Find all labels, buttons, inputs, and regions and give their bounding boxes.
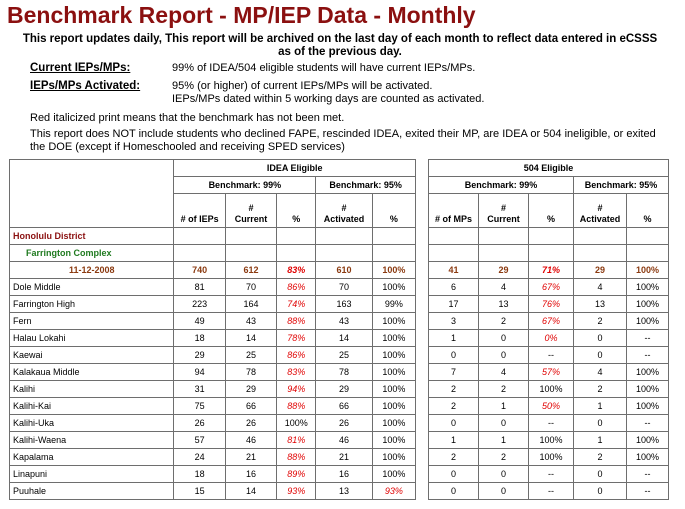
s504-row bbox=[429, 415, 669, 432]
s504-pct2-cell: 100% bbox=[627, 279, 669, 296]
s504-pct2-cell: -- bbox=[627, 483, 669, 500]
s504-row bbox=[429, 449, 669, 466]
s504-activated-cell: 1 bbox=[574, 432, 627, 449]
idea-pct-cell: 88% bbox=[277, 313, 316, 330]
red-note: Red italicized print means that the benchmark has not been met. bbox=[30, 112, 345, 124]
s504-pct-cell: 57% bbox=[529, 364, 574, 381]
s504-pct2-cell: 100% bbox=[627, 381, 669, 398]
s504-header-row-3 bbox=[429, 194, 669, 228]
idea-activated-cell: 78 bbox=[316, 364, 373, 381]
school-row bbox=[10, 313, 416, 330]
s504-header-row-1 bbox=[429, 160, 669, 177]
school-name: Kalihi bbox=[10, 381, 174, 398]
s504-col-activated-1: # bbox=[597, 203, 603, 213]
s504-row bbox=[429, 432, 669, 449]
s504-pct-cell: 100% bbox=[529, 449, 574, 466]
report-intro: This report updates daily, This report will be archived on the last day of each month to reflect data entered in eCSSS as of the previous day. bbox=[22, 33, 658, 58]
s504-pct-cell: 50% bbox=[529, 398, 574, 415]
s504-pct2-cell: 100% bbox=[627, 313, 669, 330]
s504-col-current-2: Current bbox=[487, 214, 520, 224]
school-row bbox=[10, 466, 416, 483]
s504-col-current-1: # bbox=[500, 203, 506, 213]
s504-row bbox=[429, 398, 669, 415]
school-name: Kaewai bbox=[10, 347, 174, 364]
idea-pct2-cell: 100% bbox=[372, 415, 415, 432]
school-row bbox=[10, 364, 416, 381]
s504-activated-cell: 0 bbox=[574, 466, 627, 483]
current-text: 99% of IDEA/504 eligible students will have current IEPs/MPs. bbox=[172, 62, 476, 74]
s504-row bbox=[429, 330, 669, 347]
s504-pct2-cell: 100% bbox=[627, 296, 669, 313]
idea-col-current-1: # bbox=[248, 203, 254, 213]
s504-table bbox=[428, 159, 669, 500]
idea-pct-cell: 94% bbox=[277, 381, 316, 398]
summary-date: 11-12-2008 bbox=[10, 262, 174, 279]
idea-total-cell: 81 bbox=[174, 279, 225, 296]
school-row bbox=[10, 347, 416, 364]
s504-total-cell: 2 bbox=[429, 449, 479, 466]
s504-complex-row bbox=[429, 245, 669, 262]
idea-col-pct2: % bbox=[372, 194, 415, 228]
idea-total-cell: 31 bbox=[174, 381, 225, 398]
idea-activated-cell: 16 bbox=[316, 466, 373, 483]
idea-pct2-cell: 100% bbox=[372, 398, 415, 415]
s504-col-current bbox=[479, 194, 529, 228]
summary-idea-total: 740 bbox=[174, 262, 225, 279]
s504-activated-cell: 0 bbox=[574, 347, 627, 364]
summary-504-activated: 29 bbox=[574, 262, 627, 279]
idea-current-cell: 14 bbox=[225, 330, 276, 347]
summary-idea-pct: 83% bbox=[277, 262, 316, 279]
s504-activated-cell: 2 bbox=[574, 381, 627, 398]
s504-activated-cell: 4 bbox=[574, 279, 627, 296]
s504-row bbox=[429, 296, 669, 313]
idea-activated-cell: 14 bbox=[316, 330, 373, 347]
school-name: Puuhale bbox=[10, 483, 174, 500]
school-row bbox=[10, 449, 416, 466]
idea-pct2-cell: 100% bbox=[372, 364, 415, 381]
idea-activated-cell: 21 bbox=[316, 449, 373, 466]
s504-total-cell: 3 bbox=[429, 313, 479, 330]
complex-row bbox=[10, 245, 416, 262]
idea-total-cell: 94 bbox=[174, 364, 225, 381]
s504-pct-cell: 100% bbox=[529, 432, 574, 449]
idea-col-activated bbox=[316, 194, 373, 228]
s504-pct-cell: 100% bbox=[529, 381, 574, 398]
idea-pct-cell: 100% bbox=[277, 415, 316, 432]
s504-current-cell: 4 bbox=[479, 364, 529, 381]
s504-row bbox=[429, 466, 669, 483]
summary-idea-pct2: 100% bbox=[372, 262, 415, 279]
summary-504-pct2: 100% bbox=[627, 262, 669, 279]
idea-col-pct: % bbox=[277, 194, 316, 228]
school-name: Kalakaua Middle bbox=[10, 364, 174, 381]
s504-total-cell: 0 bbox=[429, 483, 479, 500]
idea-current-cell: 14 bbox=[225, 483, 276, 500]
idea-total-cell: 49 bbox=[174, 313, 225, 330]
idea-current-cell: 21 bbox=[225, 449, 276, 466]
s504-total-cell: 2 bbox=[429, 381, 479, 398]
idea-pct2-cell: 99% bbox=[372, 296, 415, 313]
s504-current-cell: 1 bbox=[479, 398, 529, 415]
idea-activated-cell: 26 bbox=[316, 415, 373, 432]
s504-col-pct2: % bbox=[627, 194, 669, 228]
complex-name: Farrington Complex bbox=[10, 245, 174, 262]
s504-row bbox=[429, 313, 669, 330]
s504-pct-cell: -- bbox=[529, 347, 574, 364]
activated-text-1: 95% (or higher) of current IEPs/MPs will be activated. bbox=[172, 80, 433, 92]
idea-pct2-cell: 100% bbox=[372, 432, 415, 449]
idea-col-current bbox=[225, 194, 276, 228]
idea-col-activated-2: Activated bbox=[323, 214, 365, 224]
idea-pct-cell: 88% bbox=[277, 398, 316, 415]
school-row bbox=[10, 330, 416, 347]
s504-pct-cell: -- bbox=[529, 415, 574, 432]
idea-current-cell: 25 bbox=[225, 347, 276, 364]
idea-total-cell: 18 bbox=[174, 330, 225, 347]
school-name: Kalihi-Kai bbox=[10, 398, 174, 415]
s504-current-cell: 2 bbox=[479, 449, 529, 466]
idea-activated-cell: 13 bbox=[316, 483, 373, 500]
district-row bbox=[10, 228, 416, 245]
school-row bbox=[10, 381, 416, 398]
idea-current-cell: 16 bbox=[225, 466, 276, 483]
s504-current-cell: 2 bbox=[479, 381, 529, 398]
school-row bbox=[10, 415, 416, 432]
s504-total-cell: 17 bbox=[429, 296, 479, 313]
summary-row-504 bbox=[429, 262, 669, 279]
idea-pct2-cell: 100% bbox=[372, 279, 415, 296]
s504-col-total: # of MPs bbox=[429, 194, 479, 228]
s504-activated-cell: 1 bbox=[574, 398, 627, 415]
s504-current-cell: 13 bbox=[479, 296, 529, 313]
idea-pct-cell: 86% bbox=[277, 347, 316, 364]
idea-pct2-cell: 100% bbox=[372, 330, 415, 347]
s504-current-cell: 0 bbox=[479, 415, 529, 432]
school-row bbox=[10, 483, 416, 500]
idea-section-title: IDEA Eligible bbox=[174, 160, 416, 177]
idea-total-cell: 29 bbox=[174, 347, 225, 364]
s504-header-row-2 bbox=[429, 177, 669, 194]
idea-total-cell: 24 bbox=[174, 449, 225, 466]
idea-col-activated-1: # bbox=[341, 203, 347, 213]
idea-header-row-1 bbox=[10, 160, 416, 177]
s504-pct2-cell: 100% bbox=[627, 398, 669, 415]
activated-label: IEPs/MPs Activated: bbox=[30, 80, 141, 92]
summary-row-idea bbox=[10, 262, 416, 279]
idea-total-cell: 75 bbox=[174, 398, 225, 415]
s504-pct-cell: -- bbox=[529, 483, 574, 500]
s504-pct-cell: 67% bbox=[529, 279, 574, 296]
s504-pct-cell: 67% bbox=[529, 313, 574, 330]
school-name: Halau Lokahi bbox=[10, 330, 174, 347]
s504-col-activated bbox=[574, 194, 627, 228]
s504-current-cell: 0 bbox=[479, 330, 529, 347]
idea-activated-cell: 29 bbox=[316, 381, 373, 398]
s504-current-cell: 0 bbox=[479, 466, 529, 483]
idea-pct-cell: 81% bbox=[277, 432, 316, 449]
current-label: Current IEPs/MPs: bbox=[30, 62, 131, 74]
idea-total-cell: 223 bbox=[174, 296, 225, 313]
s504-pct2-cell: -- bbox=[627, 415, 669, 432]
idea-pct2-cell: 100% bbox=[372, 449, 415, 466]
summary-504-total: 41 bbox=[429, 262, 479, 279]
school-row bbox=[10, 398, 416, 415]
idea-pct-cell: 83% bbox=[277, 364, 316, 381]
summary-504-current: 29 bbox=[479, 262, 529, 279]
s504-district-row bbox=[429, 228, 669, 245]
school-name: Kapalama bbox=[10, 449, 174, 466]
idea-activated-cell: 66 bbox=[316, 398, 373, 415]
school-name: Dole Middle bbox=[10, 279, 174, 296]
s504-pct2-cell: 100% bbox=[627, 449, 669, 466]
s504-total-cell: 7 bbox=[429, 364, 479, 381]
s504-current-cell: 4 bbox=[479, 279, 529, 296]
s504-total-cell: 0 bbox=[429, 347, 479, 364]
school-row bbox=[10, 296, 416, 313]
s504-total-cell: 1 bbox=[429, 330, 479, 347]
idea-pct2-cell: 100% bbox=[372, 347, 415, 364]
idea-current-cell: 78 bbox=[225, 364, 276, 381]
s504-bench-activated: Benchmark: 95% bbox=[574, 177, 669, 194]
activated-text-2: IEPs/MPs dated within 5 working days are counted as activated. bbox=[172, 93, 485, 105]
summary-idea-activated: 610 bbox=[316, 262, 373, 279]
s504-bench-current: Benchmark: 99% bbox=[429, 177, 574, 194]
s504-pct2-cell: -- bbox=[627, 347, 669, 364]
idea-activated-cell: 46 bbox=[316, 432, 373, 449]
idea-activated-cell: 43 bbox=[316, 313, 373, 330]
idea-total-cell: 15 bbox=[174, 483, 225, 500]
idea-current-cell: 66 bbox=[225, 398, 276, 415]
idea-pct2-cell: 100% bbox=[372, 381, 415, 398]
idea-activated-cell: 70 bbox=[316, 279, 373, 296]
s504-pct-cell: 0% bbox=[529, 330, 574, 347]
school-row bbox=[10, 279, 416, 296]
idea-pct-cell: 88% bbox=[277, 449, 316, 466]
s504-row bbox=[429, 347, 669, 364]
report-title: Benchmark Report - MP/IEP Data - Monthly bbox=[7, 2, 476, 28]
s504-pct2-cell: 100% bbox=[627, 432, 669, 449]
s504-activated-cell: 2 bbox=[574, 313, 627, 330]
summary-idea-current: 612 bbox=[225, 262, 276, 279]
idea-activated-cell: 163 bbox=[316, 296, 373, 313]
idea-total-cell: 18 bbox=[174, 466, 225, 483]
s504-pct2-cell: -- bbox=[627, 466, 669, 483]
idea-total-cell: 57 bbox=[174, 432, 225, 449]
s504-current-cell: 1 bbox=[479, 432, 529, 449]
school-header-cell bbox=[10, 160, 174, 228]
s504-row bbox=[429, 279, 669, 296]
school-name: Farrington High bbox=[10, 296, 174, 313]
s504-total-cell: 1 bbox=[429, 432, 479, 449]
idea-table bbox=[9, 159, 416, 500]
s504-current-cell: 2 bbox=[479, 313, 529, 330]
s504-activated-cell: 0 bbox=[574, 415, 627, 432]
s504-total-cell: 0 bbox=[429, 466, 479, 483]
s504-section-title: 504 Eligible bbox=[429, 160, 669, 177]
s504-col-pct: % bbox=[529, 194, 574, 228]
idea-pct-cell: 89% bbox=[277, 466, 316, 483]
school-name: Kalihi-Uka bbox=[10, 415, 174, 432]
idea-current-cell: 29 bbox=[225, 381, 276, 398]
idea-pct-cell: 93% bbox=[277, 483, 316, 500]
idea-current-cell: 70 bbox=[225, 279, 276, 296]
s504-pct-cell: 76% bbox=[529, 296, 574, 313]
exclusion-note: This report does NOT include students who declined FAPE, rescinded IDEA, exited their MP, are IDEA or 504 ineligible, or exited the DOE (except if Homeschooled and receiving SPED services) bbox=[30, 128, 656, 153]
school-name: Fern bbox=[10, 313, 174, 330]
idea-total-cell: 26 bbox=[174, 415, 225, 432]
s504-total-cell: 6 bbox=[429, 279, 479, 296]
school-name: Linapuni bbox=[10, 466, 174, 483]
s504-current-cell: 0 bbox=[479, 483, 529, 500]
s504-row bbox=[429, 364, 669, 381]
s504-activated-cell: 13 bbox=[574, 296, 627, 313]
s504-current-cell: 0 bbox=[479, 347, 529, 364]
idea-current-cell: 26 bbox=[225, 415, 276, 432]
s504-activated-cell: 0 bbox=[574, 330, 627, 347]
s504-activated-cell: 2 bbox=[574, 449, 627, 466]
s504-row bbox=[429, 483, 669, 500]
s504-activated-cell: 4 bbox=[574, 364, 627, 381]
s504-total-cell: 0 bbox=[429, 415, 479, 432]
idea-current-cell: 43 bbox=[225, 313, 276, 330]
school-name: Kalihi-Waena bbox=[10, 432, 174, 449]
school-row bbox=[10, 432, 416, 449]
idea-col-total: # of IEPs bbox=[174, 194, 225, 228]
idea-current-cell: 46 bbox=[225, 432, 276, 449]
idea-pct2-cell: 93% bbox=[372, 483, 415, 500]
idea-pct-cell: 74% bbox=[277, 296, 316, 313]
idea-pct-cell: 78% bbox=[277, 330, 316, 347]
idea-pct2-cell: 100% bbox=[372, 313, 415, 330]
s504-total-cell: 2 bbox=[429, 398, 479, 415]
idea-pct-cell: 86% bbox=[277, 279, 316, 296]
s504-pct2-cell: 100% bbox=[627, 364, 669, 381]
s504-activated-cell: 0 bbox=[574, 483, 627, 500]
idea-pct2-cell: 100% bbox=[372, 466, 415, 483]
idea-bench-current: Benchmark: 99% bbox=[174, 177, 316, 194]
s504-col-activated-2: Activated bbox=[579, 214, 621, 224]
s504-row bbox=[429, 381, 669, 398]
s504-pct-cell: -- bbox=[529, 466, 574, 483]
idea-activated-cell: 25 bbox=[316, 347, 373, 364]
district-name: Honolulu District bbox=[10, 228, 174, 245]
idea-bench-activated: Benchmark: 95% bbox=[316, 177, 416, 194]
idea-col-current-2: Current bbox=[234, 214, 268, 224]
s504-pct2-cell: -- bbox=[627, 330, 669, 347]
idea-current-cell: 164 bbox=[225, 296, 276, 313]
summary-504-pct: 71% bbox=[529, 262, 574, 279]
